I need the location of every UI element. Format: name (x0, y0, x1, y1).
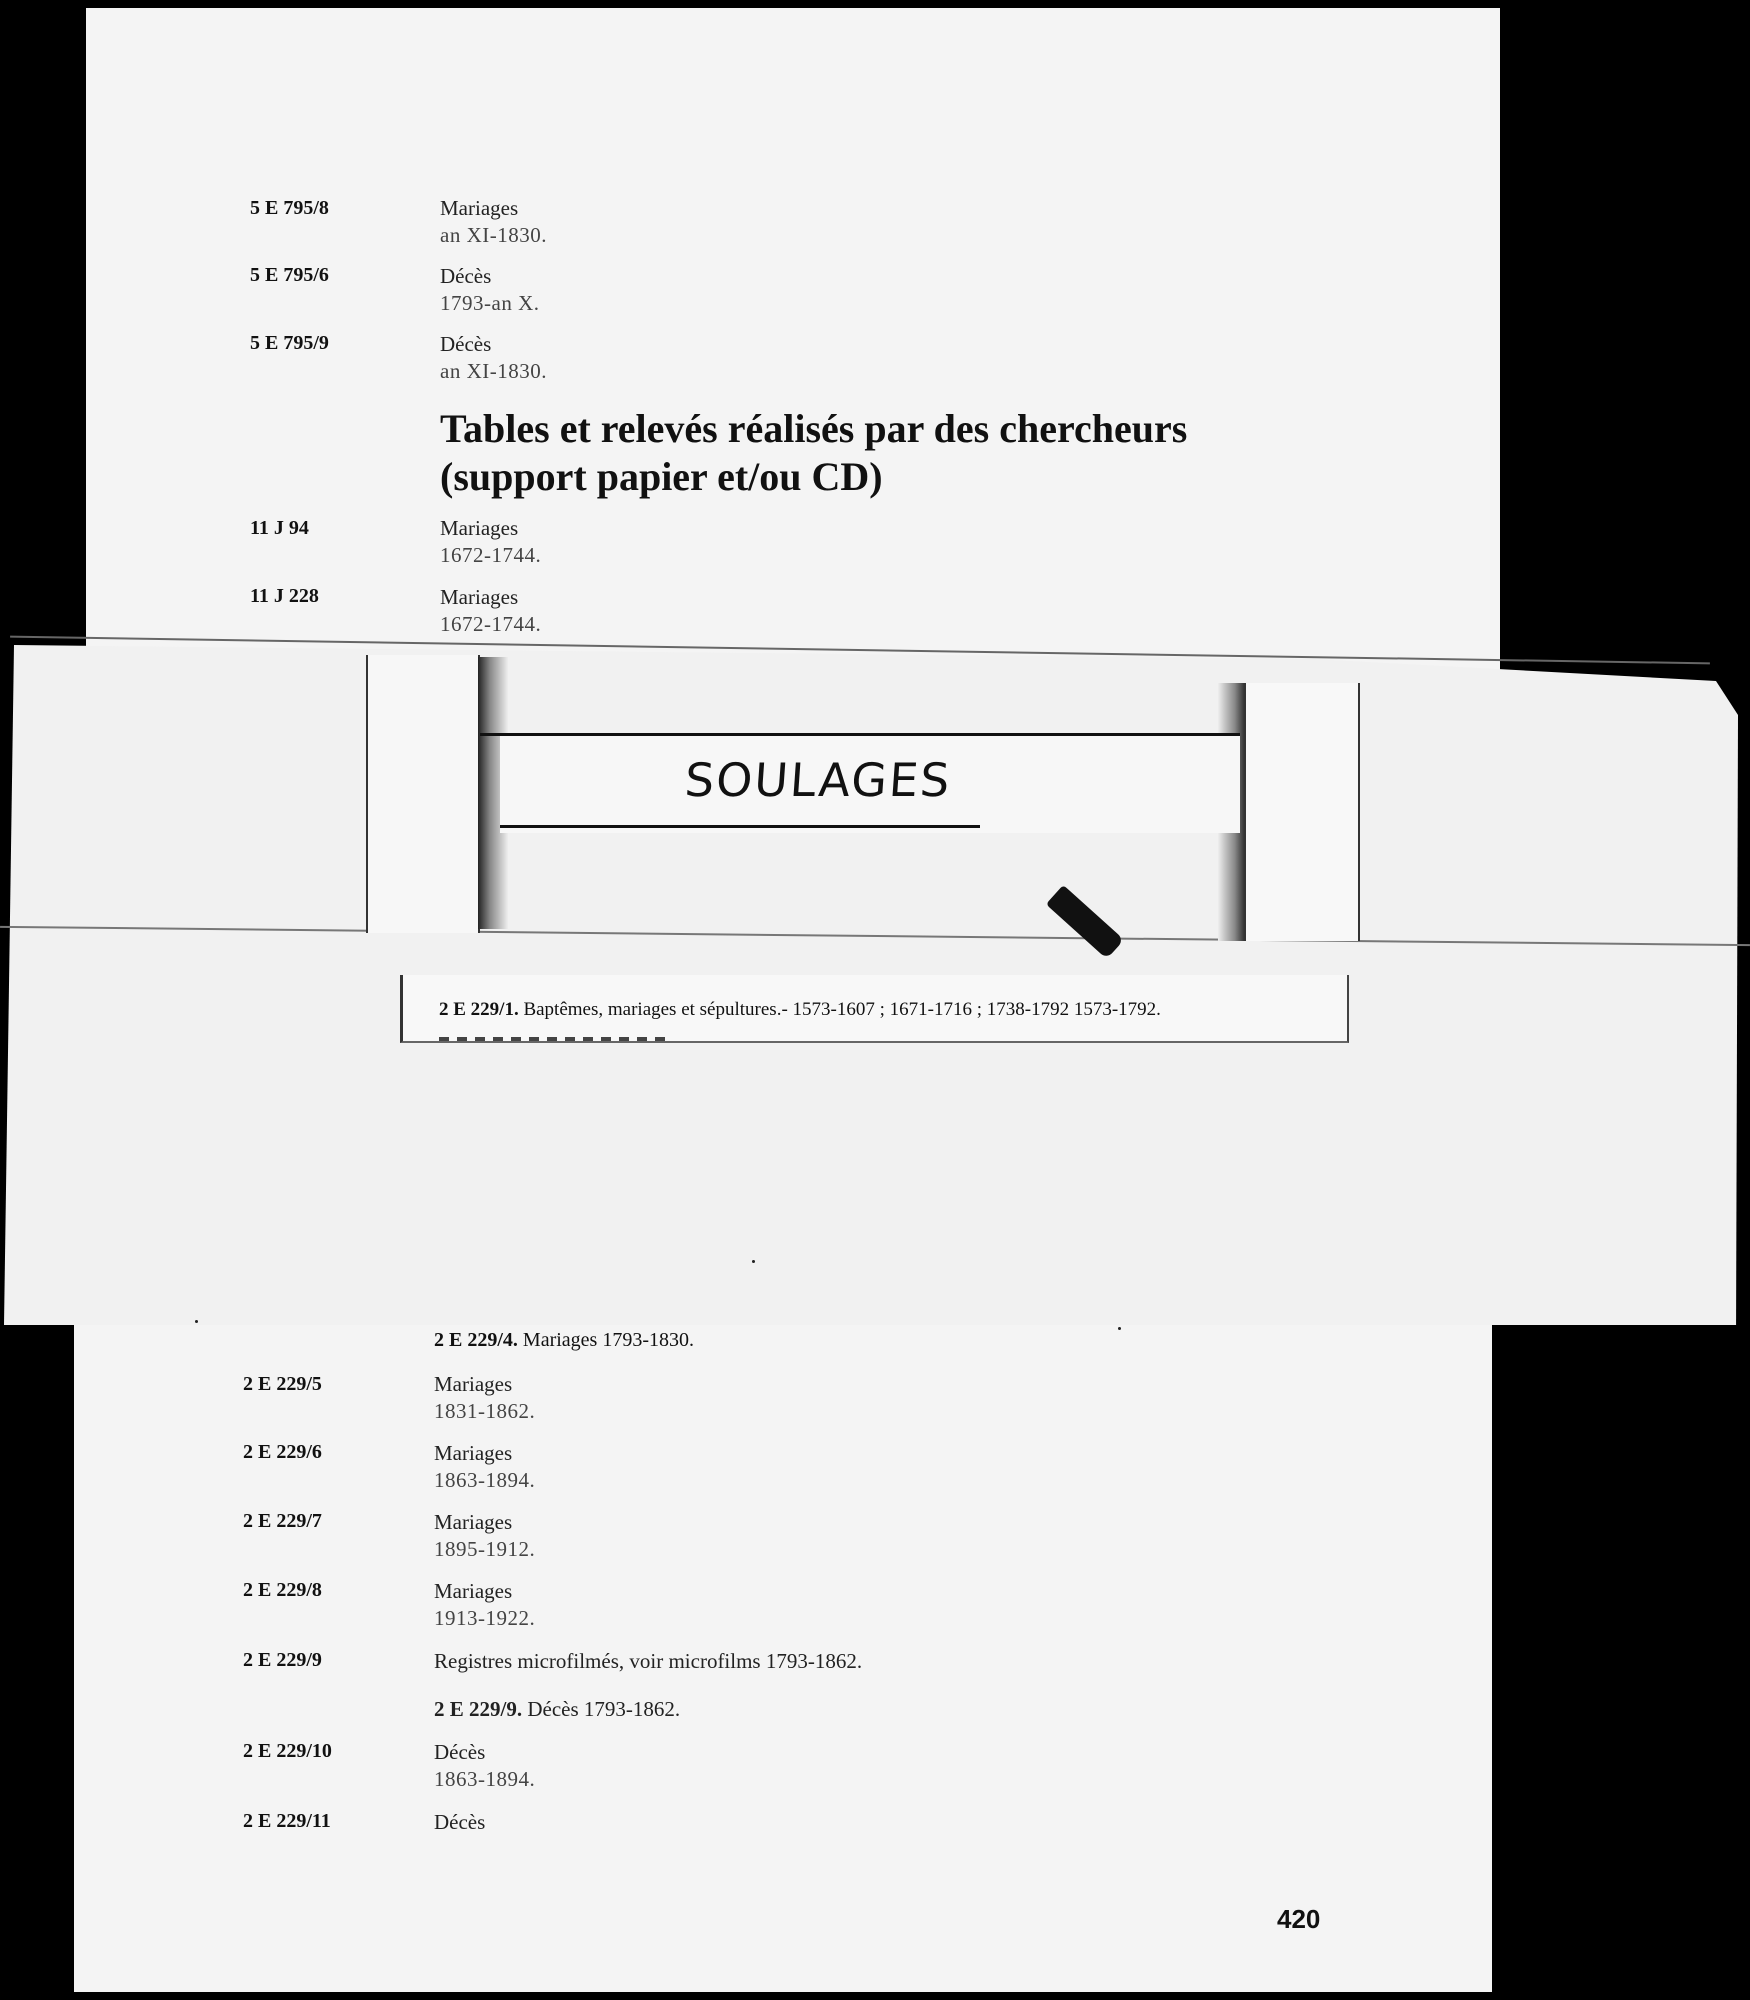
entry-description (434, 1509, 535, 1563)
commune-label (500, 733, 1240, 833)
entry-type: Décès (440, 264, 492, 288)
entry-description (440, 515, 541, 569)
entry-dates: an XI-1830. (440, 359, 547, 383)
entry-dates: 1863-1894. (434, 1468, 536, 1492)
entry-dates: 1831-1862. (434, 1399, 536, 1423)
entry-type: Mariages (434, 1441, 513, 1465)
speck (195, 1320, 198, 1323)
entry-type: Mariages (440, 585, 519, 609)
entry-type: Décès (434, 1740, 486, 1764)
partial-entry-text: Mariages 1793-1830. (522, 1329, 694, 1351)
entry-code: 5 E 795/6 (250, 264, 329, 286)
partial-entry-code: 2 E 229/4. (434, 1329, 518, 1351)
entry-description (440, 584, 541, 638)
pasted-entry (400, 975, 1349, 1043)
entry-code: 5 E 795/8 (250, 197, 329, 219)
pasted-paper-slip (0, 645, 1750, 1360)
entry-type: Registres microfilmés, voir microfilms 1793-1862. (434, 1649, 863, 1673)
entry-type: Mariages (440, 516, 519, 540)
entry-description (440, 331, 547, 385)
entry-description (434, 1578, 535, 1632)
entry-type: Mariages (434, 1372, 513, 1396)
entry-code: 2 E 229/9 (243, 1649, 322, 1671)
pasted-entry-code: 2 E 229/1. (439, 999, 519, 1020)
page-number: 420 (1277, 1904, 1321, 1934)
section-heading-line2: (support papier et/ou CD) (440, 454, 883, 499)
entry-dates: an XI-1830. (440, 223, 547, 247)
speck (752, 1260, 755, 1263)
entry-description (434, 1648, 862, 1675)
entry-description (434, 1371, 535, 1425)
inline-entry-text: Décès 1793-1862. (527, 1697, 681, 1721)
section-heading (440, 405, 1340, 501)
pasted-entry-text (439, 999, 1161, 1021)
entry-dates: 1895-1912. (434, 1537, 536, 1561)
entry-code: 2 E 229/10 (243, 1740, 332, 1762)
entry-description (440, 263, 539, 317)
partial-entry (434, 1329, 694, 1352)
entry-dates: 1793-an X. (440, 291, 540, 315)
entry-type: Décès (440, 332, 492, 356)
entry-description (434, 1809, 485, 1836)
entry-dates: 1863-1894. (434, 1767, 536, 1791)
label-rule (480, 733, 1240, 736)
entry-code: 2 E 229/8 (243, 1579, 322, 1601)
entry-dates: 1672-1744. (440, 543, 542, 567)
entry-dates: 1672-1744. (440, 612, 542, 636)
entry-code: 2 E 229/6 (243, 1441, 322, 1463)
entry-description (440, 195, 547, 249)
cut-off-text (439, 1037, 669, 1041)
entry-description (434, 1440, 535, 1494)
entry-code: 5 E 795/9 (250, 332, 329, 354)
tape-strip-right (1244, 683, 1360, 941)
entry-type: Mariages (434, 1510, 513, 1534)
entry-code: 2 E 229/5 (243, 1373, 322, 1395)
commune-name: SOULAGES (683, 753, 954, 807)
entry-dates: 1913-1922. (434, 1606, 536, 1630)
section-heading-line1: Tables et relevés réalisés par des chercheurs (440, 406, 1188, 451)
label-rule (500, 825, 980, 828)
pasted-entry-desc: Baptêmes, mariages et sépultures.- 1573-1607 ; 1671-1716 ; 1738-1792 1573-1792. (523, 999, 1161, 1020)
inline-entry (434, 1696, 680, 1723)
entry-description (434, 1739, 535, 1793)
entry-code: 11 J 228 (250, 585, 319, 607)
inline-entry-code: 2 E 229/9. (434, 1697, 523, 1721)
entry-code: 11 J 94 (250, 517, 309, 539)
entry-code: 2 E 229/7 (243, 1510, 322, 1532)
entry-code: 2 E 229/11 (243, 1810, 331, 1832)
entry-type: Décès (434, 1810, 486, 1834)
tape-strip-left (366, 655, 480, 933)
entry-type: Mariages (434, 1579, 513, 1603)
entry-type: Mariages (440, 196, 519, 220)
speck (1118, 1327, 1121, 1330)
